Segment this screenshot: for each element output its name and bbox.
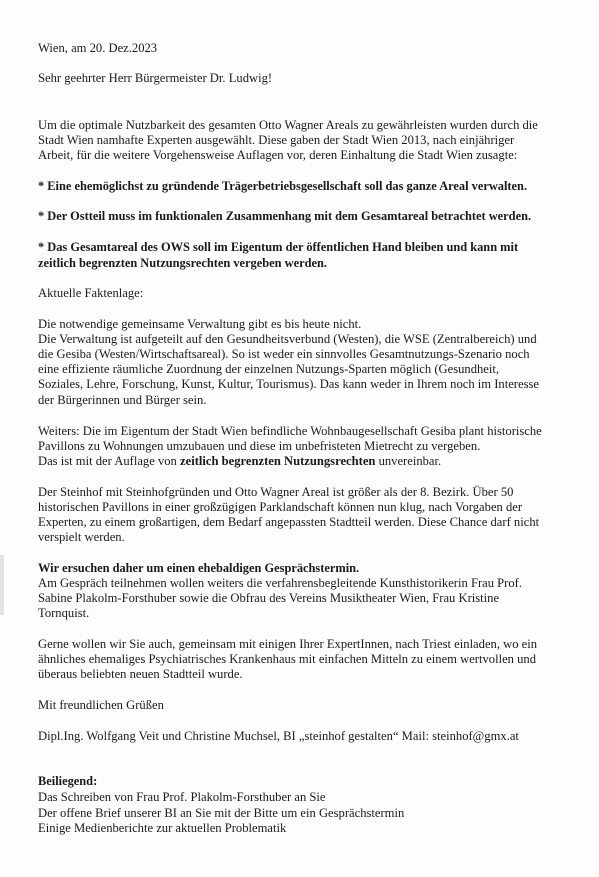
enclosure-item: Das Schreiben von Frau Prof. Plakolm-Forsthuber an Sie — [38, 790, 326, 804]
enclosures-heading: Beiliegend: — [38, 774, 98, 788]
meeting-line-2: Sabine Plakolm-Forsthuber sowie die Obfrau des Vereins Musiktheater Wien, Frau Kristine — [38, 591, 500, 605]
intro-line-2: Stadt Wien namhafte Experten ausgewählt. Diese gaben der Stadt Wien 2013, nach einjähriger — [38, 133, 515, 147]
administration-line-5: Soziales, Lehre, Forschung, Kunst, Kultur, Tourismus). Das kann weder in Ihrem noch im Interesse — [38, 377, 539, 391]
facts-heading: Aktuelle Faktenlage: — [38, 286, 144, 300]
gesiba-line-3 — [38, 454, 441, 468]
steinhof-line-4: verspielt werden. — [38, 530, 125, 544]
trieste-line-1: Gerne wollen wir Sie auch, gemeinsam mit einigen Ihrer ExpertInnen, nach Triest einladen, wo ein — [38, 637, 538, 651]
date-line: Wien, am 20. Dez.2023 — [38, 41, 158, 55]
scan-edge-mark — [0, 555, 4, 615]
demand-1: * Eine ehemöglichst zu gründende Trägerbetriebsgesellschaft soll das ganze Areal verwalten. — [38, 179, 528, 193]
enclosure-item: Einige Medienberichte zur aktuellen Problematik — [38, 821, 287, 835]
meeting-line-1: Am Gespräch teilnehmen wollen weiters die verfahrensbegleitende Kunsthistorikerin Frau Prof. — [38, 576, 523, 590]
closing: Mit freundlichen Grüßen — [38, 698, 164, 712]
administration-line-4: eine effiziente räumliche Zuordnung der einzelnen Nutzungs-Sparten möglich (Gesundheit, — [38, 362, 500, 376]
salutation: Sehr geehrter Herr Bürgermeister Dr. Ludwig! — [38, 71, 273, 85]
administration-line-6: der Bürgerinnen und Bürger sein. — [38, 393, 207, 407]
gesiba-line-3-suffix: unvereinbar. — [375, 454, 442, 468]
administration-line-3: die Gesiba (Westen/Wirtschaftsareal). So ist weder ein sinnvolles Gesamtnutzungs-Szenario noch — [38, 347, 530, 361]
administration-line-1: Die notwendige gemeinsame Verwaltung gibt es bis heute nicht. — [38, 317, 362, 331]
demand-2: * Der Ostteil muss im funktionalen Zusammenhang mit dem Gesamtareal betrachtet werden. — [38, 209, 532, 223]
gesiba-line-3-bold: zeitlich begrenzten Nutzungsrechten — [180, 454, 376, 468]
signature-line: Dipl.Ing. Wolfgang Veit und Christine Muchsel, BI „steinhof gestalten“ Mail: steinhof@gmx.at — [38, 729, 519, 743]
gesiba-line-3-prefix: Das ist mit der Auflage von — [38, 454, 181, 468]
steinhof-line-1: Der Steinhof mit Steinhofgründen und Otto Wagner Areal ist größer als der 8. Bezirk. Über 50 — [38, 485, 514, 499]
enclosure-item: Der offene Brief unserer BI an Sie mit der Bitte um ein Gesprächstermin — [38, 806, 405, 820]
demand-3-line-1: * Das Gesamtareal des OWS soll im Eigentum der öffentlichen Hand bleiben und kann mit — [38, 240, 519, 254]
gesiba-line-2: Pavillons zu Wohnungen umzubauen und diese im unbefristeten Mietrecht zu vergeben. — [38, 439, 481, 453]
request-line: Wir ersuchen daher um einen ehebaldigen Gesprächstermin. — [38, 561, 360, 575]
intro-line-3: Arbeit, für die weitere Vorgehensweise Auflagen vor, deren Einhaltung die Stadt Wien zusagte: — [38, 148, 518, 162]
administration-line-2: Die Verwaltung ist aufgeteilt auf den Gesundheitsverbund (Westen), die WSE (Zentralbereich) und — [38, 332, 537, 346]
meeting-line-3: Tornquist. — [38, 606, 90, 620]
intro-line-1: Um die optimale Nutzbarkeit des gesamten Otto Wagner Areals zu gewährleisten wurden durch die — [38, 118, 538, 132]
steinhof-line-3: Experten, zu einem großartigen, dem Bedarf angepassten Stadtteil werden. Diese Chance darf nicht — [38, 515, 540, 529]
trieste-line-2: ähnliches ehemaliges Psychiatrisches Krankenhaus mit einfachen Mitteln zu einem wertvollen und — [38, 652, 537, 666]
gesiba-line-1: Weiters: Die im Eigentum der Stadt Wien befindliche Wohnbaugesellschaft Gesiba plant historische — [38, 424, 542, 438]
steinhof-line-2: historischen Pavillons in einer großzügigen Parklandschaft können nun klug, nach Vorgaben der — [38, 500, 523, 514]
trieste-line-3: überaus beliebten neuen Stadtteil wurde. — [38, 667, 243, 681]
demand-3-line-2: zeitlich begrenzten Nutzungsrechten vergeben werden. — [38, 256, 327, 270]
